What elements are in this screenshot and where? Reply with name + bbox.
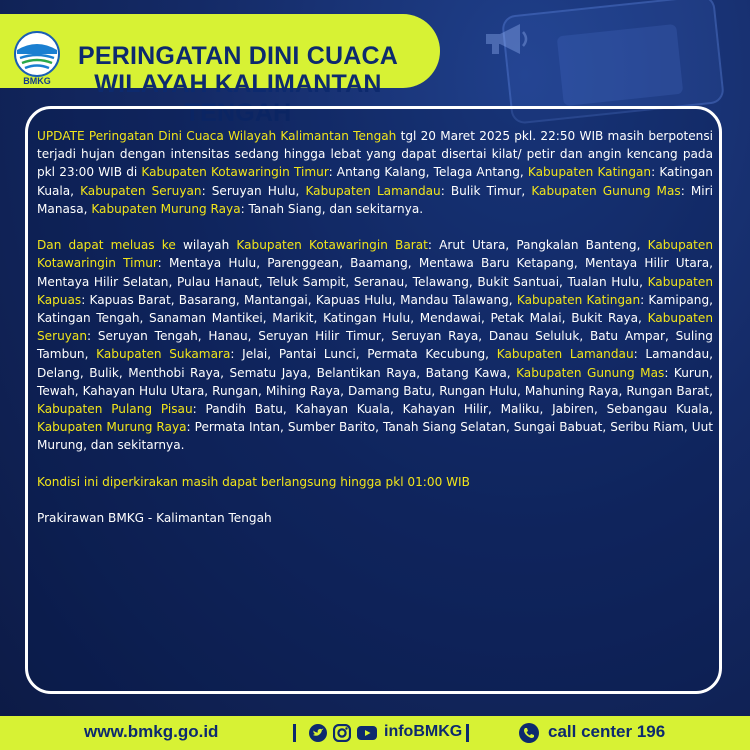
- highlight-text: Kabupaten Murung Raya: [37, 420, 187, 435]
- bulletin-paragraph: [37, 236, 713, 454]
- highlight-text: Kondisi ini diperkirakan masih dapat berlangsung hingga pkl 01:00 WIB: [37, 474, 470, 489]
- bulletin-paragraph: [37, 509, 713, 527]
- highlight-text: Kabupaten Pulang Pisau: [37, 402, 193, 417]
- highlight-text: Kabupaten Seruyan: [37, 311, 713, 344]
- footer-bar: [0, 716, 750, 750]
- body-text: : Miri Manasa,: [37, 183, 713, 216]
- body-text: : Pandih Batu, Kahayan Kuala, Kahayan Hilir, Maliku, Jabiren, Sebangau Kuala,: [192, 402, 714, 417]
- social-handle[interactable]: infoBMKG: [384, 723, 463, 740]
- body-text: : Seruyan Tengah, Hanau, Seruyan Hilir Timur, Seruyan Raya, Danau Seluluk, Batu Ampar, Suling Tambun,: [37, 329, 713, 362]
- bulletin-paragraph: [37, 473, 713, 491]
- bulletin-paragraph: [37, 127, 713, 218]
- divider: [293, 724, 296, 742]
- logo-text: BMKG: [23, 76, 51, 86]
- call-center-text[interactable]: call center 196: [548, 722, 666, 741]
- body-text: : Kamipang, Katingan Tengah, Sanaman Mantikei, Marikit, Katingan Hulu, Mendawai, Petak Malai, Bukit Raya,: [37, 292, 713, 326]
- divider: [466, 724, 469, 742]
- highlight-text: Dan dapat meluas ke: [37, 238, 176, 253]
- highlight-text: Kabupaten Kotawaringin Barat: [236, 238, 428, 253]
- background-map-graphic: [557, 24, 684, 106]
- twitter-icon[interactable]: [309, 724, 327, 742]
- bulletin-text: [37, 127, 713, 546]
- highlight-text: Kabupaten Katingan: [527, 165, 652, 180]
- megaphone-icon: [482, 22, 530, 56]
- body-text: : Bulik Timur,: [440, 183, 532, 198]
- body-text: : Jelai, Pantai Lunci, Permata Kecubung,: [230, 347, 497, 362]
- highlight-text: Kabupaten Murung Raya: [91, 201, 241, 216]
- highlight-text: Kabupaten Kapuas: [37, 274, 713, 307]
- website-link[interactable]: www.bmkg.go.id: [84, 722, 219, 741]
- body-text: : Antang Kalang, Telaga Antang,: [328, 165, 528, 180]
- body-text: wilayah: [175, 238, 237, 253]
- body-text: : Kurun, Tewah, Kahayan Hulu Utara, Rungan, Mihing Raya, Damang Batu, Rungan Hulu, Mahuning Raya, Rungan Barat,: [37, 365, 714, 398]
- page-title-line2: WILAYAH KALIMANTAN TENGAH: [94, 70, 382, 127]
- instagram-icon[interactable]: [333, 724, 351, 742]
- body-text: : Katingan Kuala,: [37, 165, 713, 198]
- body-text: tgl 20 Maret 2025 pkl. 22:50 WIB masih berpotensi terjadi hujan dengan intensitas sedang hingga lebat yang dapat disertai kilat/ petir dan angin kencang pada pkl 23:00 WIB di: [37, 129, 713, 180]
- body-text: Prakirawan BMKG - Kalimantan Tengah: [37, 511, 272, 526]
- page-title-line1: PERINGATAN DINI CUACA: [78, 42, 398, 70]
- header-banner: [0, 14, 440, 127]
- highlight-text: Kabupaten Sukamara: [96, 347, 231, 362]
- body-text: : Arut Utara, Pangkalan Banteng,: [427, 238, 648, 253]
- highlight-text: Kabupaten Kotawaringin Timur: [37, 238, 714, 271]
- highlight-text: Kabupaten Lamandau: [496, 347, 634, 362]
- body-text: : Kapuas Barat, Basarang, Mantangai, Kapuas Hulu, Mandau Talawang,: [81, 292, 517, 307]
- highlight-text: Kabupaten Katingan: [516, 292, 641, 307]
- youtube-icon[interactable]: [357, 724, 377, 742]
- body-text: : Permata Intan, Sumber Barito, Tanah Siang Selatan, Sungai Babuat, Seribu Riam, Uut Murung, dan sekitarnya.: [37, 420, 714, 453]
- body-text: : Mentaya Hulu, Parenggean, Baamang, Mentawa Baru Ketapang, Mentaya Hilir Utara, Mentaya Hilir Selatan, Pulau Hanaut, Teluk Sampit, Seranau, Telawang, Bukit Santuai, Tualan Hulu,: [37, 256, 713, 289]
- body-text: : Lamandau, Delang, Bulik, Menthobi Raya, Sematu Jaya, Belantikan Raya, Batang Kawa,: [37, 347, 713, 380]
- body-text: : Seruyan Hulu,: [201, 183, 306, 198]
- body-text: : Tanah Siang, dan sekitarnya.: [240, 201, 424, 216]
- highlight-text: Kabupaten Kotawaringin Timur: [141, 165, 329, 180]
- highlight-text: UPDATE Peringatan Dini Cuaca Wilayah Kalimantan Tengah: [37, 129, 397, 143]
- highlight-text: Kabupaten Gunung Mas: [531, 183, 681, 198]
- phone-icon: [519, 723, 539, 743]
- highlight-text: Kabupaten Gunung Mas: [516, 365, 665, 380]
- highlight-text: Kabupaten Lamandau: [305, 183, 441, 198]
- highlight-text: Kabupaten Seruyan: [80, 183, 202, 198]
